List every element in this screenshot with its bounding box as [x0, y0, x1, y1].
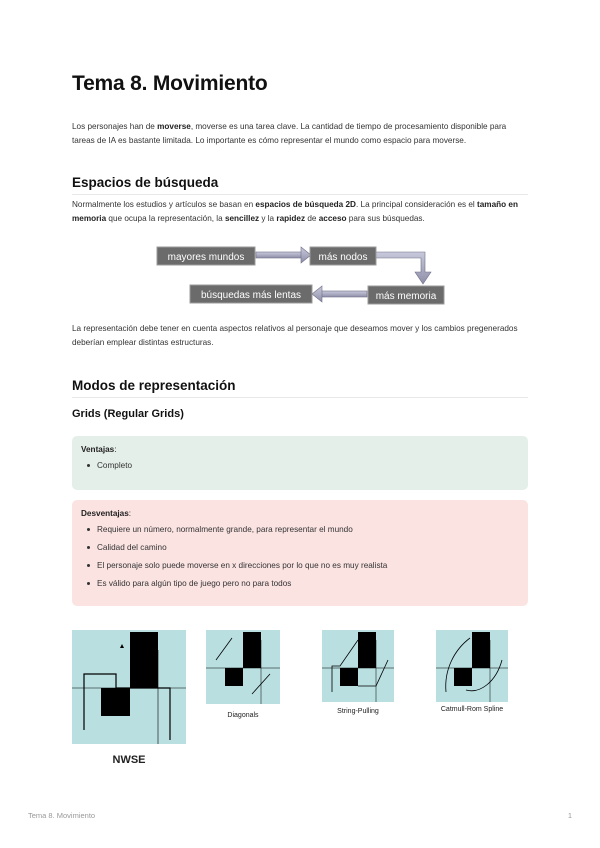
obstacle-cell	[472, 632, 490, 668]
flow-box-more-memory-label: más memoria	[375, 291, 437, 302]
figure-caption-catmull-rom: Catmull-Rom Spline	[440, 706, 504, 713]
divider	[72, 397, 528, 398]
disadvantages-label: Desventajas:	[81, 509, 132, 518]
modes-heading: Modos de representación	[72, 378, 236, 393]
flow-box-slower-searches-label: búsquedas más lentas	[200, 290, 302, 301]
obstacle-cell	[358, 632, 376, 668]
grid-figure-string-pulling	[322, 630, 394, 702]
figure-caption-diagonals: Diagonals	[227, 712, 259, 719]
list-item: Es válido para algún tipo de juego pero no para todos	[81, 578, 519, 596]
obstacle-cell	[225, 668, 243, 686]
footer-title: Tema 8. Movimiento	[28, 811, 96, 820]
advantages-label: Ventajas:	[81, 445, 117, 454]
page-number: 1	[567, 811, 572, 820]
obstacle-cell	[101, 688, 130, 716]
arrow-down-bent-icon	[375, 252, 431, 284]
grids-subheading: Grids (Regular Grids)	[72, 408, 184, 420]
search-space-flow-diagram	[155, 242, 447, 308]
grid-figure-catmull-rom	[436, 630, 508, 702]
obstacle-cell	[454, 668, 472, 686]
obstacle-cell	[243, 632, 261, 668]
advantages-list	[81, 460, 519, 478]
flow-box-bigger-worlds-label: mayores mundos	[167, 252, 245, 263]
arrow-left-icon	[312, 286, 367, 302]
obstacle-cell	[130, 632, 158, 688]
representation-paragraph: La representación debe tener en cuenta aspectos relativos al personaje que deseamos mover y los cambios pregenerados deberían emplear distintas estructuras.	[72, 324, 518, 347]
list-item: Requiere un número, normalmente grande, para representar el mundo	[81, 524, 519, 542]
page-title: Tema 8. Movimiento	[72, 72, 268, 95]
figure-caption-string-pulling: String-Pulling	[337, 708, 379, 715]
divider	[72, 194, 528, 195]
flow-box-more-nodes-label: más nodos	[318, 252, 368, 263]
grid-figure-diagonals	[206, 630, 280, 704]
search-spaces-heading: Espacios de búsqueda	[72, 175, 219, 190]
search-spaces-paragraph: Normalmente los estudios y artículos se basan en espacios de búsqueda 2D. La principal consideración es el tamaño en memoria que ocupa la representación, la sencillez y la rapidez de acceso para sus búsquedas.	[72, 200, 518, 223]
list-item: El personaje solo puede moverse en x direcciones por lo que no es muy realista	[81, 560, 519, 578]
disadvantages-callout	[72, 500, 528, 606]
arrow-right-icon	[256, 247, 311, 263]
grid-figure-nwse	[72, 630, 186, 744]
advantages-callout	[72, 436, 528, 490]
list-item: Completo	[81, 460, 519, 478]
obstacle-cell	[340, 668, 358, 686]
intro-paragraph: Los personajes han de moverse, moverse es una tarea clave. La cantidad de tiempo de procesamiento disponible para tareas de IA es bastante limitada. Lo importante es cómo representar el mundo como espacio para moverse.	[72, 122, 507, 145]
figure-caption-nwse: NWSE	[112, 754, 146, 766]
disadvantages-list	[81, 524, 519, 596]
list-item: Calidad del camino	[81, 542, 519, 560]
